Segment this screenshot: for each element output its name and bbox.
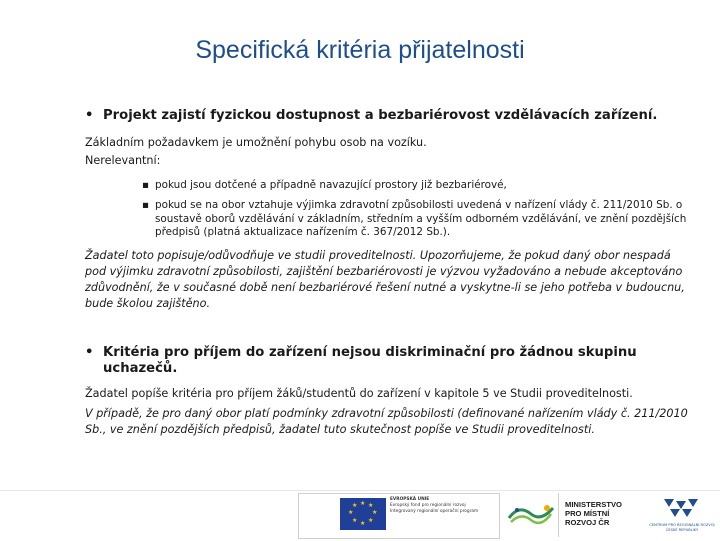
section1-heading (85, 108, 685, 123)
section1-heading-text: Projekt zajistí fyzickou dostupnost a bezbariérovost vzdělávacích zařízení. (103, 108, 658, 123)
sub-bullet-2-text: pokud se na obor vztahuje výjimka zdravotní způsobilosti uvedená v nařízení vlády č. 211/2010 Sb. o soustavě oborů vzdělávání v základním, středním a vyšším odborném vzdělávání, ve znění pozdějších předpisů (platná aktualizace nařízením č. 367/2012 Sb.). (155, 199, 687, 239)
ministry-logo-text (565, 500, 622, 527)
slide-title: Specifická kritéria přijatelnosti (195, 36, 525, 64)
section1-irrelevant-label: Nerelevantní: (85, 154, 161, 167)
sub-bullet-1-text: pokud jsou dotčené a případně navazující prostory již bezbariérové, (155, 179, 507, 191)
section2-heading-line1: Kritéria pro příjem do zařízení nejsou diskriminační pro žádnou skupinu (103, 345, 637, 360)
eu-flag-icon: ★ ★ ★ ★ ★ ★ ★ ★ (340, 498, 386, 530)
bullet-icon: • (85, 345, 94, 360)
eu-text-line3: Integrovaný regionální operační program (390, 509, 479, 514)
ministry-line1: MINISTERSTVO (565, 500, 622, 509)
bullet-icon: • (85, 108, 94, 123)
eu-logo-text (390, 497, 500, 515)
sub-bullet-2 (142, 199, 695, 240)
square-bullet-icon: ▪ (142, 199, 150, 211)
crr-logo-text: CENTRUM PRO REGIONÁLNÍ ROZVOJ ČESKÉ REPUBLIKY (649, 523, 715, 532)
sub-bullet-1 (142, 179, 695, 193)
section1-requirement: Základním požadavkem je umožnění pohybu osob na vozíku. (85, 136, 427, 149)
section2-heading-line2: uchazečů. (103, 361, 178, 376)
eu-text-line1: EVROPSKÁ UNIE (390, 497, 430, 502)
section1-note: Žadatel toto popisuje/odůvodňuje ve studii proveditelnosti. Upozorňujeme, že pokud daný obor nespadá pod výjimku zdravotní způsobilosti, zajištění bezbariérovosti je výzvou vyžadováno a nebude akceptováno zdůvodnění, že v současné době není bezbariérové řešení nutné a vyskytne-li se jeho potřeba v budoucnu, bude školou zajištěno. (85, 249, 685, 310)
square-bullet-icon: ▪ (142, 179, 150, 191)
section2-heading (85, 345, 685, 377)
ministry-line2: PRO MÍSTNÍ (565, 509, 610, 518)
ministry-line3: ROZVOJ ČR (565, 518, 610, 527)
eu-text-line2: Evropský fond pro regionální rozvoj (390, 503, 466, 508)
section2-text: Žadatel popíše kritéria pro příjem žáků/studentů do zařízení v kapitole 5 ve Studii proveditelnosti. (85, 387, 633, 400)
section2-note: V případě, že pro daný obor platí podmínky zdravotní způsobilosti (definované nařízením vlády č. 211/2010 Sb., ve znění pozdějších předpisů, žadatel tuto skutečnost popíše ve Studii proveditelnosti. (85, 407, 688, 436)
operational-programme-logo-icon (507, 500, 555, 530)
